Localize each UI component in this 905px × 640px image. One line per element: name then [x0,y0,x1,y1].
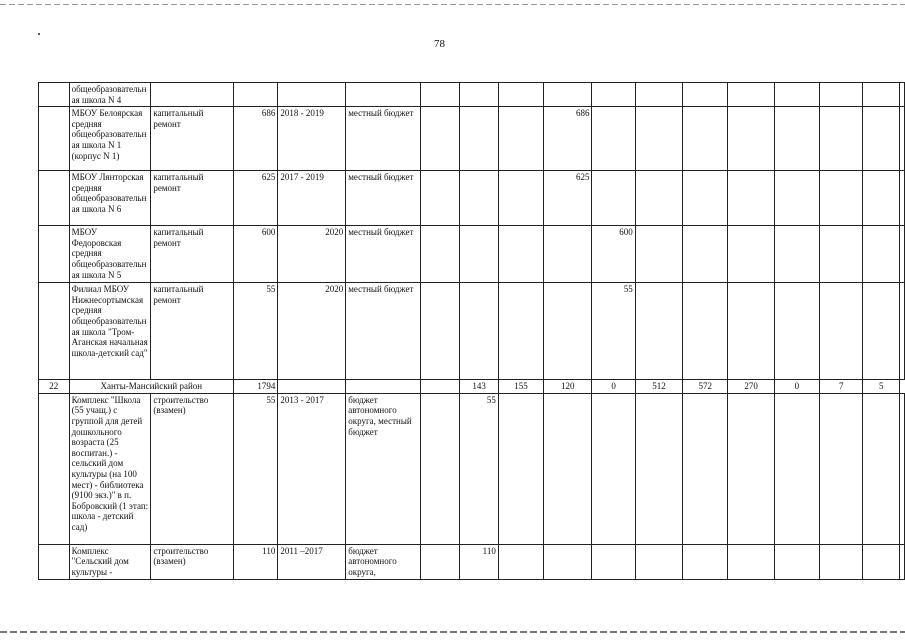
object-name: общеобразовательная школа N 4 [69,83,151,107]
capacity-value: 110 [233,544,277,579]
funding-source: местный бюджет [346,107,421,171]
year-value [592,171,635,226]
investment-table [38,82,905,580]
index-cell [39,283,70,380]
year-value [498,544,543,579]
district-year-value: 0 [774,380,819,394]
period-cell: 2018 - 2019 [278,107,346,171]
year-value [421,226,460,283]
year-value [592,107,635,171]
year-value [728,83,774,107]
year-value [820,83,863,107]
year-value [863,283,900,380]
source-cell [346,380,421,394]
year-value [592,83,635,107]
year-value: 110 [460,544,498,579]
year-value [460,107,498,171]
year-value [774,107,819,171]
year-value [820,283,863,380]
funding-source: бюджет автономного округа, [346,544,421,579]
capacity-value: 600 [233,226,277,283]
year-value [635,283,682,380]
year-value [421,544,460,579]
year-value [421,393,460,544]
funding-source: местный бюджет [346,171,421,226]
index-cell [39,107,70,171]
year-value [900,171,905,226]
year-value [544,544,592,579]
scan-speck [38,33,40,35]
year-value [421,107,460,171]
capacity-value [233,83,277,107]
year-value [820,107,863,171]
table-row [39,226,905,283]
year-value [460,171,498,226]
year-value [900,393,905,544]
district-year-value: 572 [683,380,728,394]
district-row [39,380,905,394]
year-value [592,393,635,544]
year-value: 55 [460,393,498,544]
period-cell: 2017 - 2019 [278,171,346,226]
year-value [863,107,900,171]
year-value [774,171,819,226]
object-name: Комплекс "Сельский дом культуры - [69,544,151,579]
year-value [421,83,460,107]
index-cell [39,171,70,226]
work-type: капитальный ремонт [151,283,234,380]
work-type: капитальный ремонт [151,226,234,283]
year-value [820,171,863,226]
district-amount: 1794 [233,380,277,394]
year-value [820,226,863,283]
capacity-value: 625 [233,171,277,226]
year-value [728,171,774,226]
year-value [863,393,900,544]
year-value [728,107,774,171]
table-row [39,283,905,380]
year-value [498,283,543,380]
year-value [820,544,863,579]
year-value [900,283,905,380]
capacity-value: 55 [233,283,277,380]
year-value: 55 [592,283,635,380]
year-value [683,83,728,107]
table-row [39,107,905,171]
year-value [635,544,682,579]
year-value [728,544,774,579]
work-type: капитальный ремонт [151,107,234,171]
year-value [774,226,819,283]
year-value [498,226,543,283]
table-row [39,171,905,226]
year-value: 686 [544,107,592,171]
district-year-value: 5 [863,380,900,394]
year-value [498,107,543,171]
year-value [683,283,728,380]
year-value [683,226,728,283]
funding-source: бюджет автономного округа, местный бюджет [346,393,421,544]
year-value: 600 [592,226,635,283]
funding-source: местный бюджет [346,226,421,283]
index-cell [39,393,70,544]
work-type [151,83,234,107]
scan-edge-top [0,4,905,5]
year-value [544,83,592,107]
period-cell: 2020 [278,283,346,380]
year-value [635,226,682,283]
year-value [544,283,592,380]
index-cell [39,544,70,579]
funding-source: местный бюджет [346,283,421,380]
year-value [635,171,682,226]
year-value [900,226,905,283]
period-cell: 2020 [278,226,346,283]
year-value [900,107,905,171]
district-year-value: 512 [635,380,682,394]
page-number: 78 [434,38,445,50]
year-cell [421,380,460,394]
index-cell [39,226,70,283]
period-cell [278,83,346,107]
year-value [900,83,905,107]
year-value [544,226,592,283]
year-value [774,283,819,380]
object-name: Филиал МБОУ Нижнесортымская средняя общеобразовательная школа "Тром-Аганская начальная школа-детский сад" [69,283,151,380]
year-value [635,107,682,171]
year-value [728,393,774,544]
table-row [39,83,905,107]
year-value [774,393,819,544]
district-year-value: 120 [544,380,592,394]
capacity-value: 55 [233,393,277,544]
year-value: 625 [544,171,592,226]
year-value [774,544,819,579]
year-value [498,83,543,107]
district-year-value: 0 [592,380,635,394]
year-value [863,83,900,107]
year-value [635,393,682,544]
year-value [544,393,592,544]
work-type: строительство (взамен) [151,544,234,579]
district-year-value: 270 [728,380,774,394]
year-value [728,283,774,380]
year-value [683,171,728,226]
year-value [863,544,900,579]
year-value [683,393,728,544]
year-value [683,107,728,171]
period-cell [278,380,346,394]
year-value [635,83,682,107]
work-type: строительство (взамен) [151,393,234,544]
year-value [460,226,498,283]
district-name: Ханты-Мансийский район [69,380,233,394]
table-row [39,544,905,579]
index-cell [39,83,70,107]
year-value [683,544,728,579]
year-value [728,226,774,283]
year-value [863,171,900,226]
object-name: МБОУ Федоровская средняя общеобразовательная школа N 5 [69,226,151,283]
year-value [460,83,498,107]
scan-edge-bottom [0,631,905,633]
year-value [900,544,905,579]
year-value [863,226,900,283]
period-cell: 2013 - 2017 [278,393,346,544]
year-value [498,393,543,544]
object-name: Комплекс "Школа (55 учащ.) с группой для детей дошкольного возраста (25 воспитан.) - сельский дом культуры (на 100 мест) - библиотека (9100 экз.)" в п. Бобровский (1 этап: школа - детский сад) [69,393,151,544]
district-year-value: 143 [460,380,498,394]
district-year-value: 7 [820,380,863,394]
funding-source [346,83,421,107]
year-value [421,171,460,226]
year-value [592,544,635,579]
work-type: капитальный ремонт [151,171,234,226]
period-cell: 2011 –2017 [278,544,346,579]
object-name: МБОУ Лянторская средняя общеобразовательная школа N 6 [69,171,151,226]
year-value [460,283,498,380]
year-value [421,283,460,380]
capacity-value: 686 [233,107,277,171]
year-value [820,393,863,544]
year-value [498,171,543,226]
object-name: МБОУ Белоярская средняя общеобразовательная школа N 1 (корпус N 1) [69,107,151,171]
district-year-value: 155 [498,380,543,394]
table-row [39,393,905,544]
year-value [774,83,819,107]
row-index: 22 [39,380,70,394]
